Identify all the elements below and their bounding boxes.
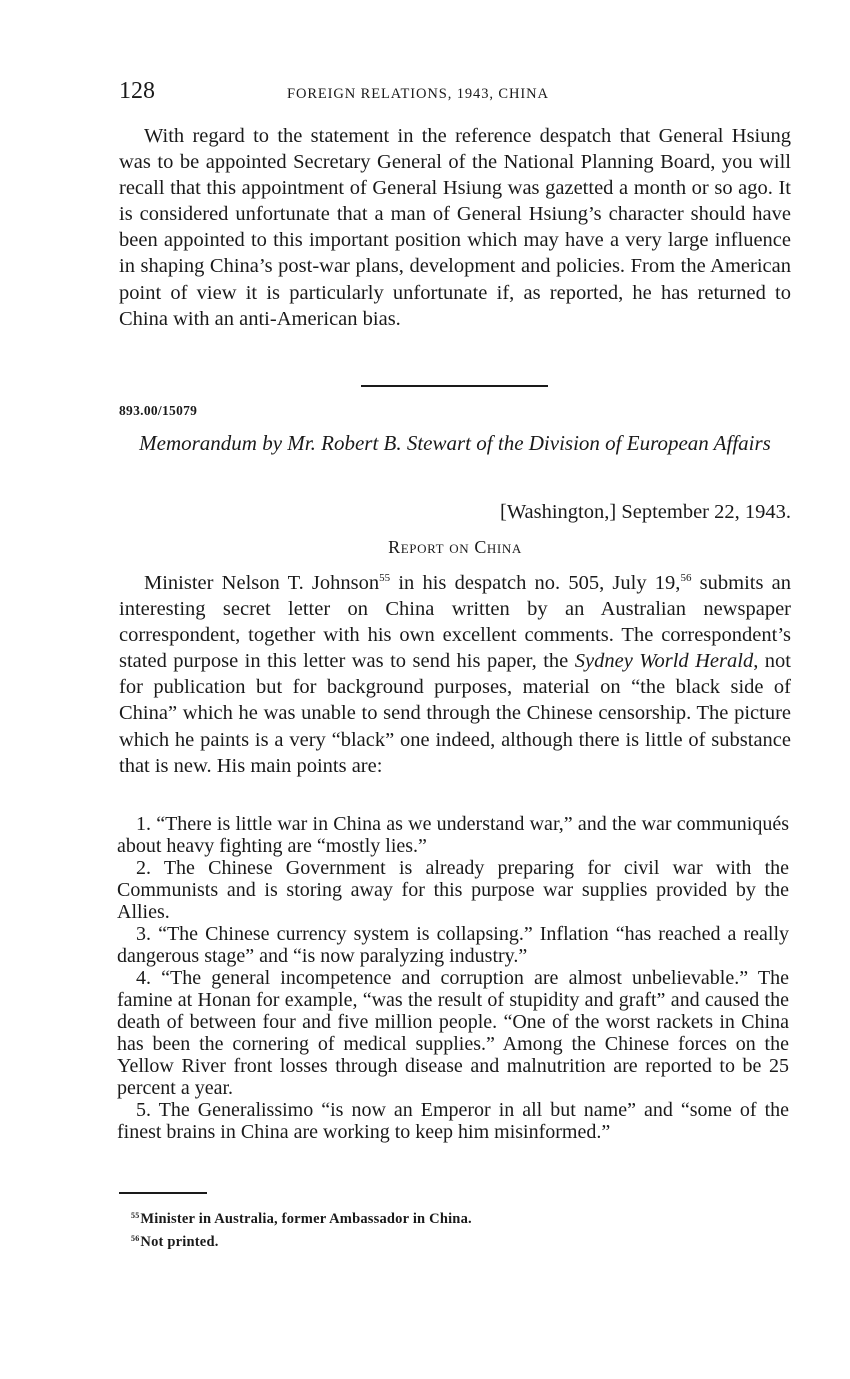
intro-text-4: , not for publication but for background purposes, material on “the black side of China” which he was unable to send through the Chinese censorship. The picture which he paints is a very “black” one indeed, although there is little of substance that is new. His main points are: (119, 650, 791, 777)
footnote-text: Minister in Australia, former Ambassador in China. (140, 1211, 472, 1227)
intro-text-2: in his despatch no. 505, July 19, (390, 572, 681, 594)
footnote-rule (119, 1192, 207, 1194)
intro-text-3: submits an interesting secret letter on China written by an Australian newspaper correspondent, together with his own excellent comments. The correspondent’s stated purpose in this letter was to send his paper, the (119, 572, 791, 673)
running-head (119, 78, 791, 108)
newspaper-name: Sydney World Herald (574, 650, 754, 673)
footnote-ref-56: 56 (680, 572, 692, 584)
footnote-text: Not printed. (140, 1234, 219, 1250)
file-number: 893.00/15079 (119, 403, 198, 418)
list-item: 1. “There is little war in China as we understand war,” and the war communiqués about heavy fighting are “mostly lies.” (117, 813, 789, 857)
list-item: 4. “The general incompetence and corruption are almost unbelievable.” The famine at Honan for example, “was the result of stupidity and graft” and caused the death of between four and five million people. “One of the worst rackets in China has been the cornering of medical supplies.” Among the Chinese forces on the Yellow River front losses through disease and malnutrition are reported to be 25 percent a year. (117, 967, 789, 1099)
list-item: 3. “The Chinese currency system is collapsing.” Inflation “has reached a really dangerous stage” and “is now paralyzing industry.” (117, 923, 789, 967)
list-item: 2. The Chinese Government is already preparing for civil war with the Communists and is storing away for this purpose war supplies provided by the Allies. (117, 857, 789, 923)
opening-paragraph: With regard to the statement in the reference despatch that General Hsiung was to be appointed Secretary General of the National Planning Board, you will recall that this appointment of General Hsiung was gazetted a month or so ago. It is considered unfortunate that a man of General Hsiung’s character should have been appointed to this important position which may have a very large influence in shaping China’s post-war plans, development and policies. From the American point of view it is particularly unfortunate if, as reported, he has returned to China with an anti-American bias. (119, 125, 791, 330)
report-heading: Report on China (388, 537, 522, 557)
intro-text-1: Minister Nelson T. Johnson (144, 572, 380, 594)
footnote-55 (131, 1206, 791, 1229)
main-points-list (117, 813, 789, 1143)
dateline: [Washington,] September 22, 1943. (500, 501, 791, 523)
list-item: 5. The Generalissimo “is now an Emperor in all but name” and “some of the finest brains in China are working to keep him misinformed.” (117, 1099, 789, 1143)
footnotes (131, 1206, 791, 1252)
document-title: Memorandum by Mr. Robert B. Stewart of the Division of European Affairs (139, 431, 771, 455)
running-title: FOREIGN RELATIONS, 1943, CHINA (287, 86, 549, 102)
footnote-ref-55: 55 (379, 572, 391, 584)
footnote-mark: 56 (131, 1234, 140, 1243)
section-separator (361, 385, 548, 387)
footnote-mark: 55 (131, 1211, 140, 1220)
page-number: 128 (119, 78, 155, 104)
intro-paragraph (119, 570, 791, 779)
footnote-56 (131, 1229, 791, 1252)
